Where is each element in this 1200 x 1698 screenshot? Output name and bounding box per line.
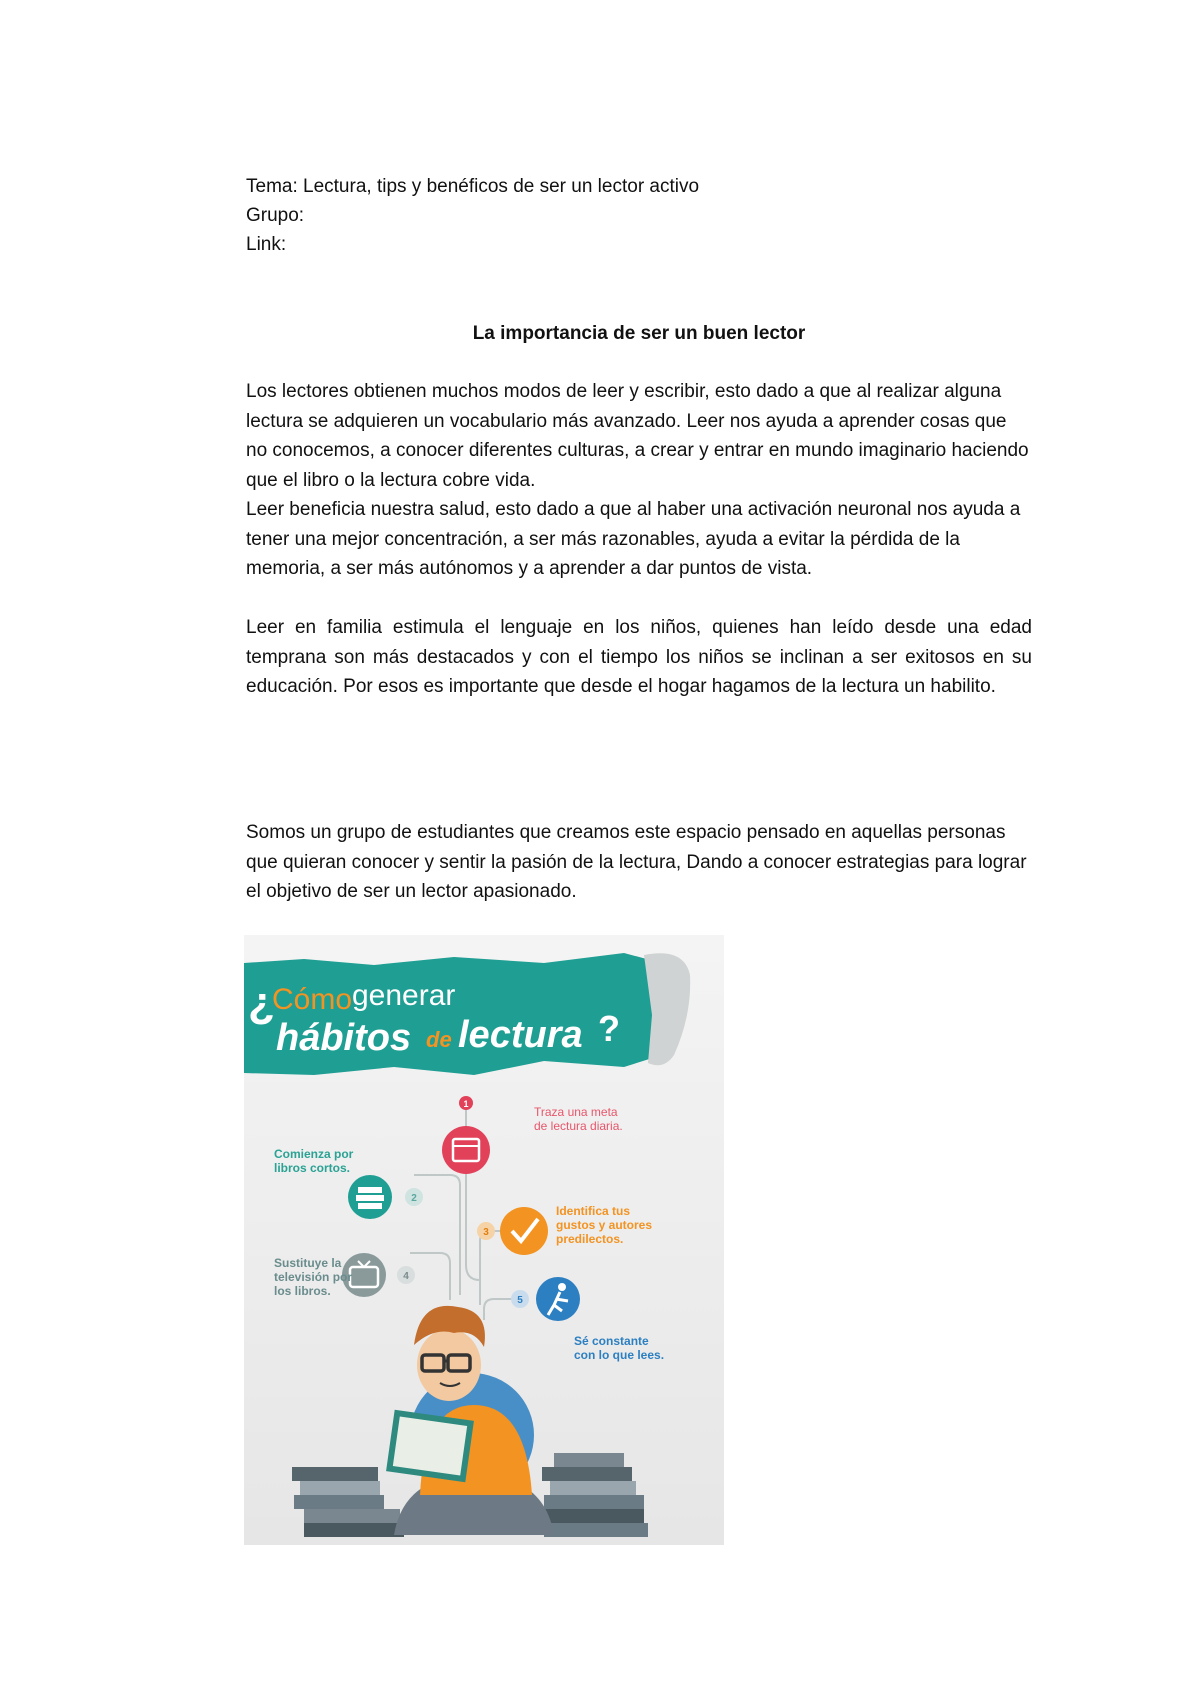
calendar-icon	[442, 1126, 490, 1174]
tip-4-number: 4	[403, 1271, 409, 1282]
tip-4-line3: los libros.	[274, 1284, 331, 1298]
paragraph-benefits-health: Leer beneficia nuestra salud, esto dado a que al haber una activación neuronal nos ayuda a tener una mejor concentración, a ser más razonables, ayuda a evitar la pérdida de la memoria, a ser más autónomos y a aprender a dar puntos de vista.	[246, 499, 1021, 579]
paragraph-about-group: Somos un grupo de estudiantes que creamos este espacio pensado en aquellas personas que quieran conocer y sentir la pasión de la lectura, Dando a conocer estrategias para lograr el objetivo de ser un lector apasionado.	[246, 822, 1027, 902]
tip-1-line2: de lectura diaria.	[534, 1119, 623, 1133]
link-line: Link:	[246, 234, 287, 255]
tip-4-line2: televisión por	[274, 1270, 353, 1284]
tip-1-line1: Traza una meta	[534, 1105, 618, 1119]
tip-3-line3: predilectos.	[556, 1232, 624, 1246]
document-header	[246, 172, 699, 259]
title-como: Cómo	[272, 983, 353, 1016]
title-generar: generar	[352, 979, 456, 1012]
paragraph-benefits-reading: Los lectores obtienen muchos modos de leer y escribir, esto dado a que al realizar alguna lectura se adquieren un vocabulario más avanzado. Leer nos ayuda a aprender cosas que no conocemos, a conocer diferentes culturas, a crear y entrar en mundo imaginario haciendo que el libro o la lectura cobre vida.	[246, 381, 1029, 491]
tip-1-number: 1	[463, 1099, 469, 1109]
tip-4-line1: Sustituye la	[274, 1256, 342, 1270]
reading-habits-infographic	[244, 935, 724, 1545]
group-line: Grupo:	[246, 205, 305, 226]
title-de: de	[426, 1027, 452, 1052]
tip-2-line1: Comienza por	[274, 1147, 354, 1161]
title-lectura: lectura	[458, 1014, 583, 1056]
tip-3-line1: Identifica tus	[556, 1204, 631, 1218]
title-habitos: hábitos	[276, 1017, 412, 1059]
tip-2-line2: libros cortos.	[274, 1161, 351, 1175]
topic-line: Tema: Lectura, tips y benéficos de ser un lector activo	[246, 176, 700, 197]
tip-2-number: 2	[411, 1193, 417, 1204]
checkmark-icon	[500, 1207, 548, 1255]
tip-3-number: 3	[483, 1227, 489, 1238]
document-title: La importancia de ser un buen lector	[472, 323, 806, 344]
tip-5-number: 5	[517, 1295, 523, 1306]
infographic-svg	[244, 935, 724, 1545]
question-mark-close: ?	[598, 1008, 620, 1049]
intro-paragraph	[246, 377, 1032, 584]
tip-3-line2: gustos y autores	[556, 1218, 653, 1232]
tip-5-line2: con lo que lees.	[574, 1348, 665, 1362]
paragraph-family-reading: Leer en familia estimula el lenguaje en los niños, quienes han leído desde una edad temprana son más destacados y con el tiempo los niños se inclinan a ser exitosos en su educación. Por esos es importante que desde el hogar hagamos de la lectura un habilito.	[246, 617, 1032, 697]
question-mark-open: ¿	[248, 978, 275, 1027]
tip-5-line1: Sé constante	[574, 1334, 649, 1348]
